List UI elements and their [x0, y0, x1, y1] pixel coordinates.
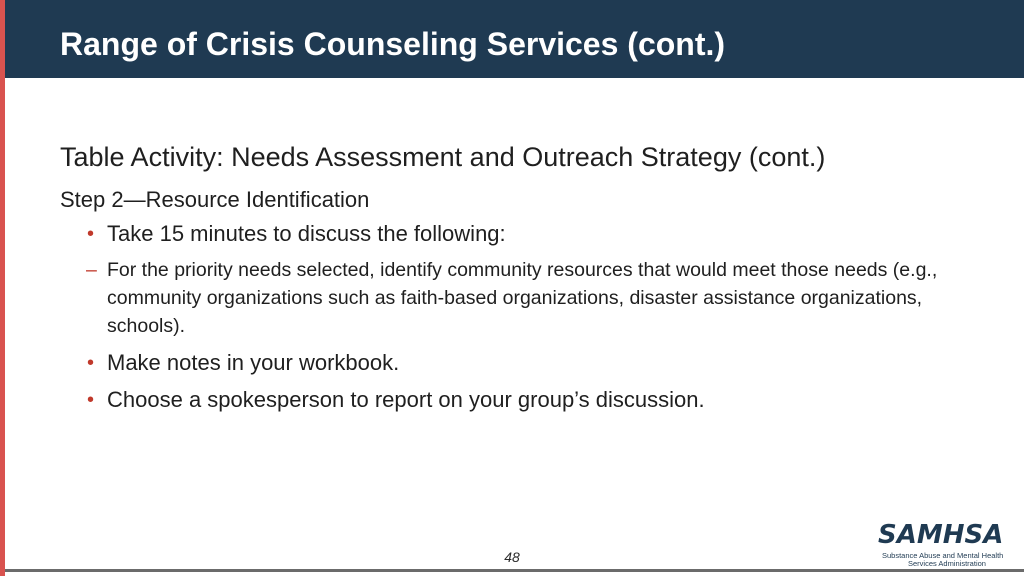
sub-bullet-text: For the priority needs selected, identify community resources that would meet those needs (e.g., community organizations such as faith-based organizations, disaster assistance organizations, schools). — [107, 259, 938, 337]
bullet-icon: • — [87, 223, 95, 245]
logo-wordmark: SAMHSA — [878, 520, 1004, 550]
samhsa-logo — [878, 520, 1004, 569]
left-accent-bar — [0, 0, 5, 576]
dash-icon: – — [86, 259, 97, 281]
sub-list-item — [78, 256, 980, 340]
bullet-text: Choose a spokesperson to report on your group’s discussion. — [107, 387, 705, 412]
bullet-text: Take 15 minutes to discuss the following: — [107, 221, 506, 246]
list-item — [60, 349, 980, 377]
page-number: 48 — [504, 549, 520, 565]
bullet-text: Make notes in your workbook. — [107, 350, 400, 375]
bullet-list — [60, 220, 980, 414]
sub-bullet-list — [86, 256, 980, 340]
activity-heading: Table Activity: Needs Assessment and Outreach Strategy (cont.) — [60, 142, 826, 172]
slide-title: Range of Crisis Counseling Services (cont.) — [60, 26, 726, 62]
title-bar — [5, 0, 1024, 78]
logo-subtitle-line1: Substance Abuse and Mental Health — [882, 551, 1004, 560]
bullet-icon: • — [87, 389, 95, 411]
step-label: Step 2—Resource Identification — [60, 187, 370, 212]
list-item — [60, 386, 980, 414]
bullet-icon: • — [87, 352, 95, 374]
slide-content — [60, 140, 980, 423]
footer-divider — [5, 569, 1024, 572]
logo-subtitle-line2: Services Administration — [908, 559, 986, 568]
list-item — [60, 220, 980, 340]
